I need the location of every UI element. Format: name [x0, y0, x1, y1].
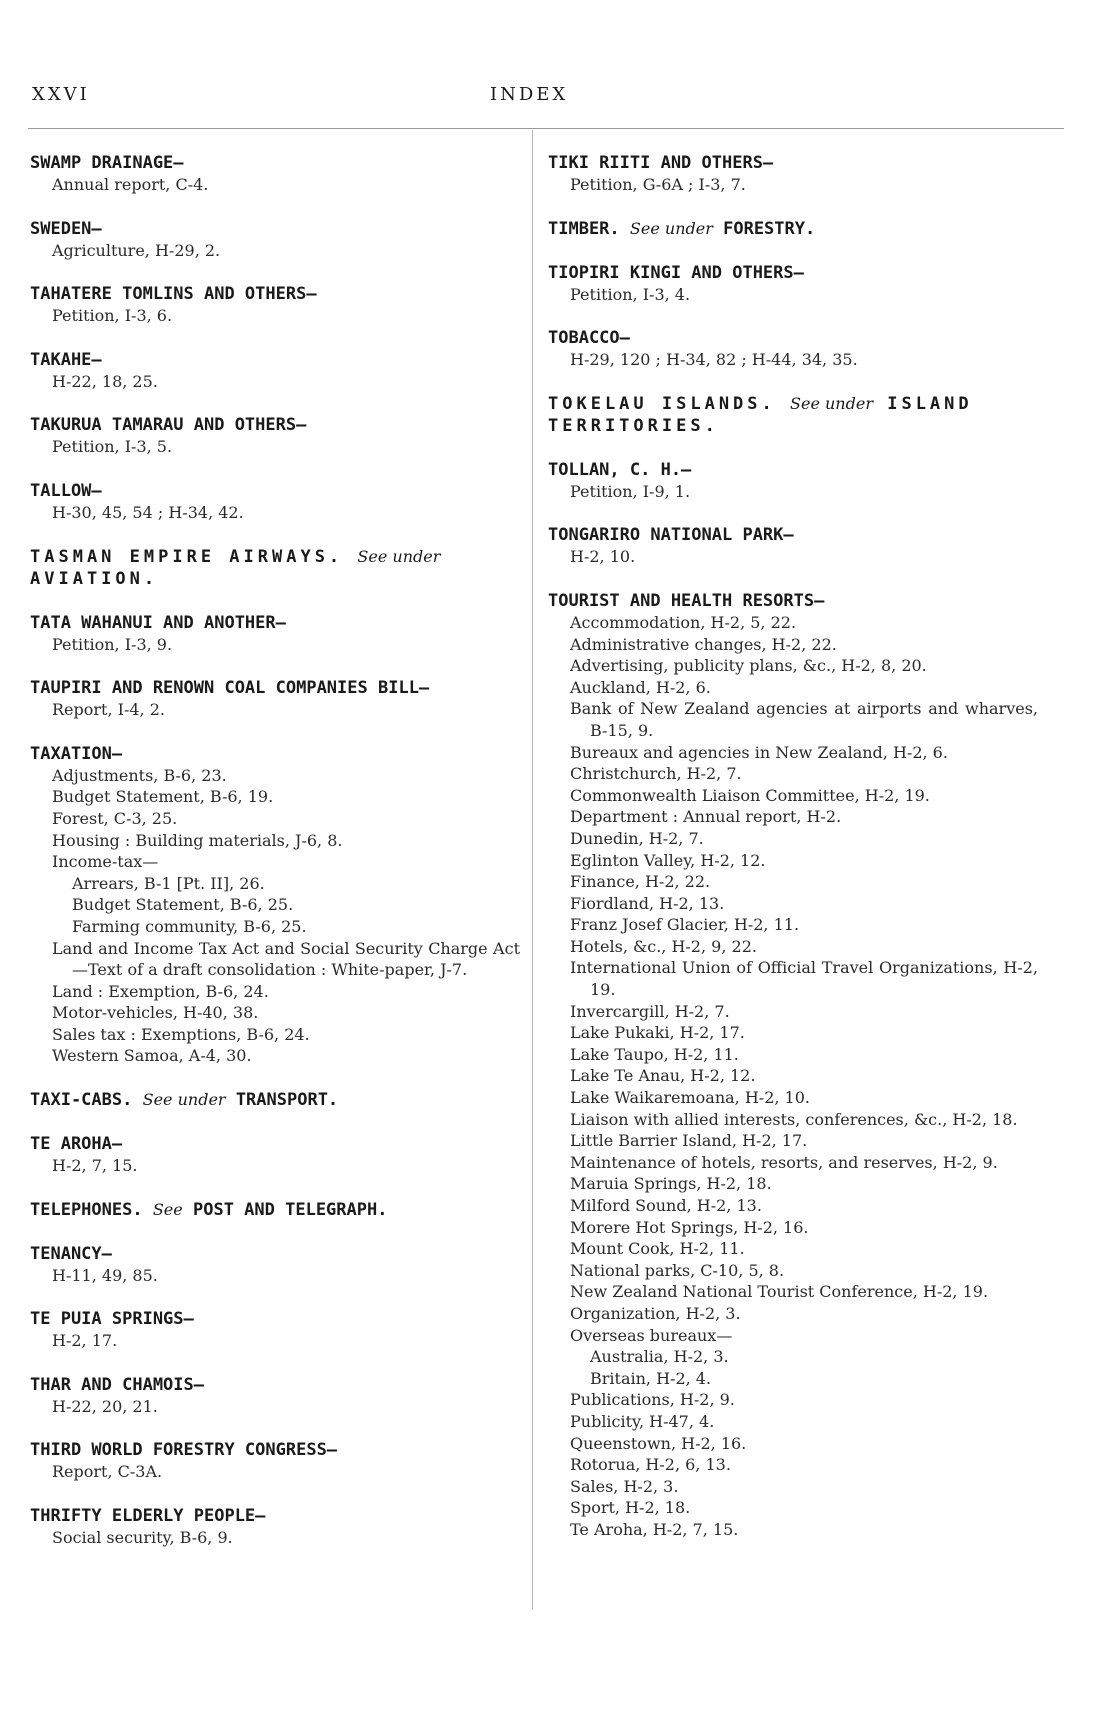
sub-entry: Finance, H-2, 22. [570, 872, 711, 892]
index-entry [30, 414, 520, 458]
heading-text: TE AROHA— [30, 1134, 123, 1155]
right-column [548, 152, 1038, 1563]
sub-entry: International Union of Official Travel Organizations, H-2, 19. [570, 958, 1038, 1000]
sub-entry: Western Samoa, A-4, 30. [52, 1046, 252, 1066]
index-entry [30, 546, 520, 590]
entry-heading [30, 349, 520, 371]
sub-entry: Queenstown, H-2, 16. [570, 1433, 747, 1453]
sub-entry: Mount Cook, H-2, 11. [570, 1239, 745, 1259]
index-entry [548, 152, 1038, 196]
sub-entry: Invercargill, H-2, 7. [570, 1001, 730, 1021]
cross-reference: ISLAND TERRITORIES. [548, 393, 973, 436]
sub-entry: Advertising, publicity plans, &c., H-2, 8, 20. [570, 656, 927, 676]
sub-entry: Administrative changes, H-2, 22. [570, 634, 837, 654]
sub-entry: Housing : Building materials, J-6, 8. [52, 830, 343, 850]
sub-entry: Social security, B-6, 9. [52, 1528, 233, 1548]
sub-entry: Fiordland, H-2, 13. [570, 893, 725, 913]
entry-heading [548, 327, 1038, 349]
heading-text: TONGARIRO NATIONAL PARK— [548, 525, 794, 546]
entry-heading [30, 414, 520, 436]
entry-heading [548, 218, 1038, 240]
sub-entry: Maintenance of hotels, resorts, and reserves, H-2, 9. [570, 1152, 998, 1172]
sub-entry: H-2, 17. [52, 1331, 118, 1351]
cross-reference: FORESTRY. [723, 218, 816, 239]
sub-entry: Petition, I-3, 5. [52, 437, 173, 457]
sub-entry: Publications, H-2, 9. [570, 1390, 735, 1410]
see-reference: See under [142, 1090, 226, 1110]
heading-text: TASMAN EMPIRE AIRWAYS. [30, 546, 344, 567]
sub-entry: Dunedin, H-2, 7. [570, 828, 704, 848]
entry-heading [30, 677, 520, 699]
sub-entry: Forest, C-3, 25. [52, 808, 178, 828]
heading-text: TATA WAHANUI AND ANOTHER— [30, 612, 286, 633]
entry-heading [30, 480, 520, 502]
sub-entry: Sport, H-2, 18. [570, 1498, 691, 1518]
heading-text: TAXI-CABS. [30, 1090, 133, 1111]
heading-text: SWEDEN— [30, 218, 102, 239]
see-reference: See [152, 1199, 183, 1219]
heading-text: THAR AND CHAMOIS— [30, 1374, 204, 1395]
index-entry [548, 524, 1038, 568]
entry-heading [30, 1439, 520, 1461]
sub-entry: Report, I-4, 2. [52, 700, 165, 720]
sub-entry: Petition, I-3, 4. [570, 284, 691, 304]
see-reference: See under [629, 218, 713, 238]
index-entry [30, 480, 520, 524]
sub-entry: Sales tax : Exemptions, B-6, 24. [52, 1024, 310, 1044]
entry-heading [30, 152, 520, 174]
cross-reference: AVIATION. [30, 568, 159, 589]
sub-entry: Sales, H-2, 3. [570, 1476, 679, 1496]
entry-heading [30, 743, 520, 765]
heading-text: TIMBER. [548, 218, 620, 239]
sub-entry: Petition, G-6A ; I-3, 7. [570, 175, 746, 194]
entry-heading [548, 262, 1038, 284]
sub-entry: Australia, H-2, 3. [590, 1347, 729, 1367]
entry-heading [30, 1199, 520, 1221]
index-entry [548, 327, 1038, 371]
see-reference: See under [357, 546, 441, 566]
sub-entry: Britain, H-2, 4. [590, 1368, 712, 1388]
column-divider [532, 130, 533, 1610]
heading-text: TOURIST AND HEALTH RESORTS— [548, 590, 825, 611]
entry-heading [30, 612, 520, 634]
sub-entry: Income-tax— [52, 852, 159, 872]
sub-entry: Land and Income Tax Act and Social Security Charge Act—Text of a draft consolidation : White-paper, J-7. [52, 938, 520, 980]
sub-entry: H-2, 10. [570, 547, 636, 567]
entry-heading [30, 1505, 520, 1527]
heading-text: TAUPIRI AND RENOWN COAL COMPANIES BILL— [30, 678, 430, 699]
sub-entry: Auckland, H-2, 6. [570, 677, 711, 697]
sub-entry: Farming community, B-6, 25. [72, 916, 307, 936]
heading-text: TIOPIRI KINGI AND OTHERS— [548, 262, 804, 283]
index-entry [30, 1243, 520, 1287]
cross-reference: TRANSPORT. [235, 1090, 339, 1111]
sub-entry: Agriculture, H-29, 2. [52, 240, 221, 260]
sub-entry: Land : Exemption, B-6, 24. [52, 981, 269, 1001]
heading-text: TOLLAN, C. H.— [548, 459, 692, 480]
sub-entry: Petition, I-3, 6. [52, 306, 173, 326]
index-entry [30, 1439, 520, 1483]
sub-entry: Eglinton Valley, H-2, 12. [570, 850, 766, 870]
sub-entry: Lake Taupo, H-2, 11. [570, 1044, 739, 1064]
sub-entry: Report, C-3A. [52, 1462, 163, 1482]
entry-heading [548, 152, 1038, 174]
see-reference: See under [790, 393, 873, 413]
sub-entry: Te Aroha, H-2, 7, 15. [570, 1519, 739, 1539]
running-head: INDEX [490, 84, 569, 105]
sub-entry: H-11, 49, 85. [52, 1265, 158, 1285]
left-column [30, 152, 520, 1571]
sub-entry: Lake Waikaremoana, H-2, 10. [570, 1088, 810, 1108]
index-entry [30, 283, 520, 327]
sub-entry: Christchurch, H-2, 7. [570, 764, 742, 784]
sub-entry: Little Barrier Island, H-2, 17. [570, 1131, 808, 1151]
sub-entry: Publicity, H-47, 4. [570, 1411, 715, 1431]
sub-entry: H-22, 18, 25. [52, 371, 158, 391]
sub-entry: Arrears, B-1 [Pt. II], 26. [72, 873, 265, 893]
index-entry [548, 262, 1038, 306]
sub-entry: Franz Josef Glacier, H-2, 11. [570, 915, 800, 935]
entry-heading [30, 1243, 520, 1265]
entry-heading [30, 546, 520, 590]
sub-entry: Rotorua, H-2, 6, 13. [570, 1455, 731, 1475]
index-entry [548, 459, 1038, 503]
heading-text: TAKAHE— [30, 349, 102, 370]
sub-entry: Accommodation, H-2, 5, 22. [570, 612, 797, 632]
header-rule [28, 128, 1064, 129]
sub-entry: Motor-vehicles, H-40, 38. [52, 1003, 259, 1023]
sub-entry: National parks, C-10, 5, 8. [570, 1260, 785, 1280]
index-entry [30, 1505, 520, 1549]
sub-entry: Liaison with allied interests, conferences, &c., H-2, 18. [570, 1109, 1018, 1129]
sub-entry: Hotels, &c., H-2, 9, 22. [570, 936, 757, 956]
heading-text: TENANCY— [30, 1243, 112, 1264]
index-entry [30, 349, 520, 393]
heading-text: SWAMP DRAINAGE— [30, 153, 184, 173]
entry-heading [548, 590, 1038, 612]
heading-text: TELEPHONES. [30, 1199, 143, 1220]
index-entry [30, 612, 520, 656]
sub-entry: Adjustments, B-6, 23. [52, 765, 227, 785]
sub-entry: Milford Sound, H-2, 13. [570, 1196, 762, 1215]
page-number: XXVI [32, 84, 90, 105]
heading-text: TAHATERE TOMLINS AND OTHERS— [30, 284, 317, 305]
index-entry [30, 218, 520, 262]
heading-text: TOKELAU ISLANDS. [548, 393, 776, 414]
entry-heading [548, 393, 1038, 437]
sub-entry: Maruia Springs, H-2, 18. [570, 1174, 772, 1194]
heading-text: TIKI RIITI AND OTHERS— [548, 153, 774, 173]
sub-entry: Petition, I-9, 1. [570, 481, 691, 501]
index-entry [30, 1199, 520, 1221]
sub-entry: Department : Annual report, H-2. [570, 807, 842, 827]
sub-entry: Organization, H-2, 3. [570, 1303, 741, 1323]
sub-entry: Overseas bureaux— [570, 1325, 733, 1345]
index-entry [30, 677, 520, 721]
sub-entry: Budget Statement, B-6, 25. [72, 895, 294, 915]
sub-entry: H-2, 7, 15. [52, 1156, 138, 1176]
heading-text: TAKURUA TAMARAU AND OTHERS— [30, 415, 307, 436]
entry-heading [30, 1374, 520, 1396]
heading-text: THIRD WORLD FORESTRY CONGRESS— [30, 1440, 338, 1461]
index-entry [30, 1374, 520, 1418]
sub-entry: Bureaux and agencies in New Zealand, H-2, 6. [570, 742, 948, 762]
index-entry [548, 218, 1038, 240]
sub-entry: Commonwealth Liaison Committee, H-2, 19. [570, 785, 930, 805]
index-entry [30, 743, 520, 1067]
index-entry [548, 590, 1038, 1541]
entry-heading [30, 1308, 520, 1330]
sub-entry: Lake Pukaki, H-2, 17. [570, 1023, 745, 1043]
sub-entry: H-22, 20, 21. [52, 1396, 158, 1416]
heading-text: TALLOW— [30, 480, 102, 501]
sub-entry: Morere Hot Springs, H-2, 16. [570, 1217, 809, 1237]
sub-entry: H-30, 45, 54 ; H-34, 42. [52, 502, 244, 522]
index-entry [548, 393, 1038, 437]
entry-heading [30, 218, 520, 240]
entry-heading [548, 459, 1038, 481]
heading-text: TE PUIA SPRINGS— [30, 1309, 194, 1330]
sub-entry: Lake Te Anau, H-2, 12. [570, 1066, 756, 1086]
cross-reference: POST AND TELEGRAPH. [193, 1199, 388, 1220]
sub-entry: Bank of New Zealand agencies at airports and wharves, B-15, 9. [570, 699, 1038, 740]
index-entry [30, 1308, 520, 1352]
entry-heading [30, 283, 520, 305]
entry-heading [30, 1089, 520, 1111]
heading-text: TAXATION— [30, 743, 123, 764]
index-entry [30, 152, 520, 196]
heading-text: TOBACCO— [548, 328, 630, 349]
index-entry [30, 1133, 520, 1177]
sub-entry: New Zealand National Tourist Conference, H-2, 19. [570, 1282, 989, 1302]
sub-entry: Petition, I-3, 9. [52, 634, 173, 654]
sub-entry: Annual report, C-4. [52, 175, 209, 194]
index-entry [30, 1089, 520, 1111]
entry-heading [548, 524, 1038, 546]
heading-text: THRIFTY ELDERLY PEOPLE— [30, 1506, 266, 1527]
entry-heading [30, 1133, 520, 1155]
sub-entry: Budget Statement, B-6, 19. [52, 787, 274, 807]
sub-entry: H-29, 120 ; H-34, 82 ; H-44, 34, 35. [570, 350, 858, 370]
